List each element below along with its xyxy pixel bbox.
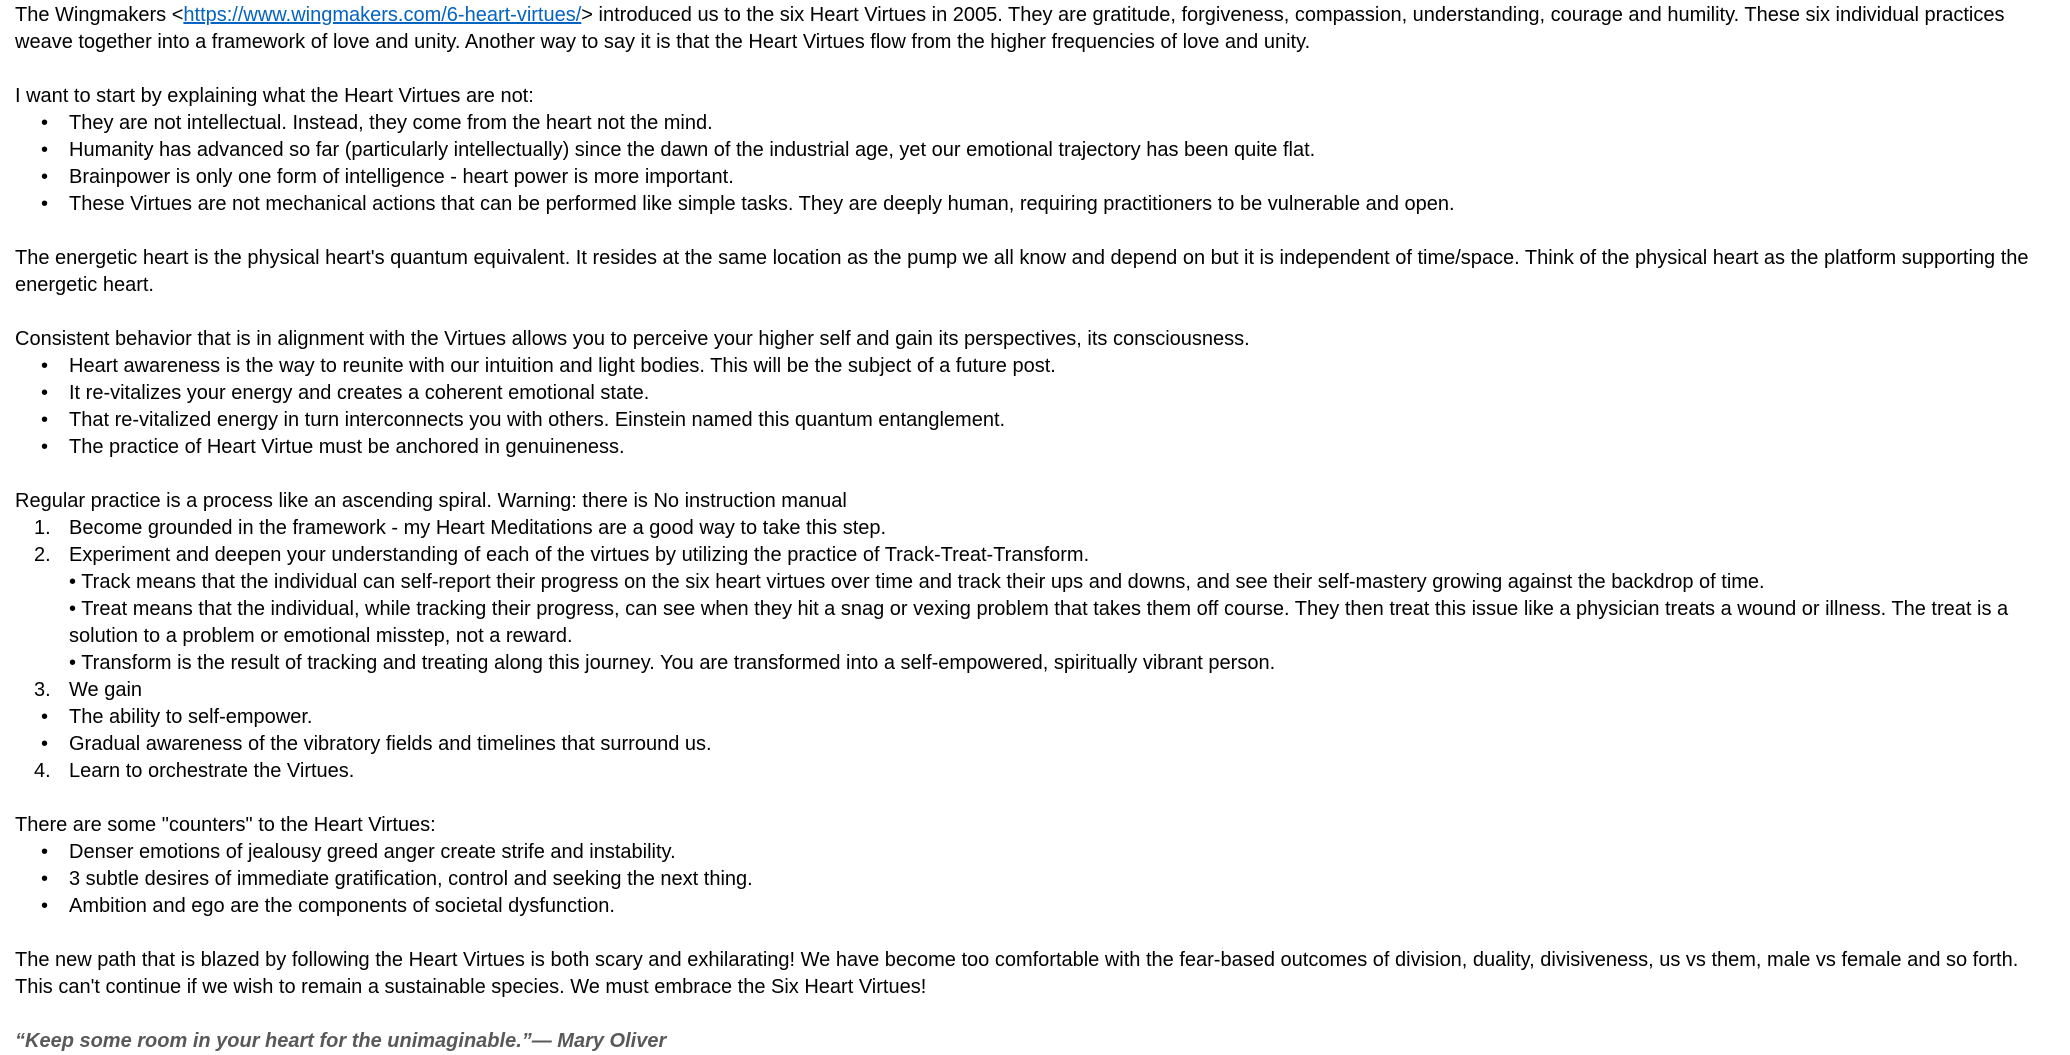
list-number: 3.	[34, 679, 51, 701]
list-item: • That re-vitalized energy in turn interconnects you with others. Einstein named this quantum entanglement.	[15, 407, 2055, 434]
list-item: • These Virtues are not mechanical actions that can be performed like simple tasks. They are deeply human, requiring practitioners to be vulnerable and open.	[15, 191, 2055, 218]
counters-list	[15, 839, 2055, 920]
wingmakers-link[interactable]: https://www.wingmakers.com/6-heart-virtues/	[183, 4, 582, 26]
list-item: • It re-vitalizes your energy and creates a coherent emotional state.	[15, 380, 2055, 407]
sub-item-track: • Track means that the individual can self-report their progress on the six heart virtues over time and track their ups and downs, and see their self-mastery growing against the backdrop of time.	[69, 571, 1765, 593]
bullet-icon: •	[41, 355, 49, 377]
list-item: • Gradual awareness of the vibratory fields and timelines that surround us.	[15, 731, 2055, 758]
list-number: 1.	[34, 517, 51, 539]
intro-text-post: > introduced us to the six Heart Virtues in 2005. They are gratitude, forgiveness, compassion, understanding, courage and humility. These six individual practices weave together into a framework of love and unity. Another way to say it is that the Heart Virtues flow from the higher frequencies of love and unity.	[15, 4, 2005, 53]
intro-text-pre: The Wingmakers <	[15, 4, 184, 26]
bullet-icon: •	[41, 112, 49, 134]
practice-list	[15, 515, 2055, 785]
intro-paragraph	[15, 2, 2055, 56]
sub-item-treat: • Treat means that the individual, while tracking their progress, can see when they hit a snag or vexing problem that takes them off course. They then treat this issue like a physician treats a wound or illness. The treat is a solution to a problem or emotional misstep, not a reward.	[69, 598, 2009, 647]
list-item: • Humanity has advanced so far (particularly intellectually) since the dawn of the industrial age, yet our emotional trajectory has been quite flat.	[15, 137, 2055, 164]
not-lead: I want to start by explaining what the Heart Virtues are not:	[15, 85, 534, 107]
bullet-icon: •	[41, 733, 49, 755]
quote: “Keep some room in your heart for the unimaginable.”— Mary Oliver	[15, 1030, 667, 1052]
bullet-icon: •	[41, 139, 49, 161]
list-item: • The ability to self-empower.	[15, 704, 2055, 731]
bullet-icon: •	[41, 436, 49, 458]
bullet-icon: •	[41, 841, 49, 863]
bullet-icon: •	[41, 706, 49, 728]
list-item: • Ambition and ego are the components of societal dysfunction.	[15, 893, 2055, 920]
list-number: 2.	[34, 544, 51, 566]
list-item: • 3 subtle desires of immediate gratification, control and seeking the next thing.	[15, 866, 2055, 893]
bullet-icon: •	[41, 895, 49, 917]
numbered-item: 3. We gain	[15, 677, 2055, 704]
bullet-icon: •	[41, 868, 49, 890]
bullet-icon: •	[41, 382, 49, 404]
list-item: • Heart awareness is the way to reunite with our intuition and light bodies. This will be the subject of a future post.	[15, 353, 2055, 380]
list-item: • They are not intellectual. Instead, they come from the heart not the mind.	[15, 110, 2055, 137]
numbered-item: 4. Learn to orchestrate the Virtues.	[15, 758, 2055, 785]
closing-paragraph: The new path that is blazed by following the Heart Virtues is both scary and exhilarating! We have become too comfortable with the fear-based outcomes of division, duality, divisiveness, us vs them, male vs female and so forth. This can't continue if we wish to remain a sustainable species. We must embrace the Six Heart Virtues!	[15, 949, 2019, 998]
list-number: 4.	[34, 760, 51, 782]
counters-lead: There are some "counters" to the Heart Virtues:	[15, 814, 436, 836]
list-item: • The practice of Heart Virtue must be anchored in genuineness.	[15, 434, 2055, 461]
bullet-icon: •	[41, 193, 49, 215]
energetic-paragraph: The energetic heart is the physical heart's quantum equivalent. It resides at the same location as the pump we all know and depend on but it is independent of time/space. Think of the physical heart as the platform supporting the energetic heart.	[15, 247, 2029, 296]
bullet-icon: •	[41, 166, 49, 188]
bullet-icon: •	[41, 409, 49, 431]
practice-lead: Regular practice is a process like an ascending spiral. Warning: there is No instruction manual	[15, 490, 847, 512]
consistent-list	[15, 353, 2055, 461]
numbered-item: 2. Experiment and deepen your understanding of each of the virtues by utilizing the practice of Track-Treat-Transform.	[15, 542, 2055, 569]
not-list	[15, 110, 2055, 218]
list-item: • Brainpower is only one form of intelligence - heart power is more important.	[15, 164, 2055, 191]
document-body	[15, 2, 2055, 1055]
consistent-lead: Consistent behavior that is in alignment with the Virtues allows you to perceive your higher self and gain its perspectives, its consciousness.	[15, 328, 1250, 350]
sub-item-transform: • Transform is the result of tracking and treating along this journey. You are transformed into a self-empowered, spiritually vibrant person.	[69, 652, 1276, 674]
numbered-item: 1. Become grounded in the framework - my Heart Meditations are a good way to take this step.	[15, 515, 2055, 542]
list-item: • Denser emotions of jealousy greed anger create strife and instability.	[15, 839, 2055, 866]
